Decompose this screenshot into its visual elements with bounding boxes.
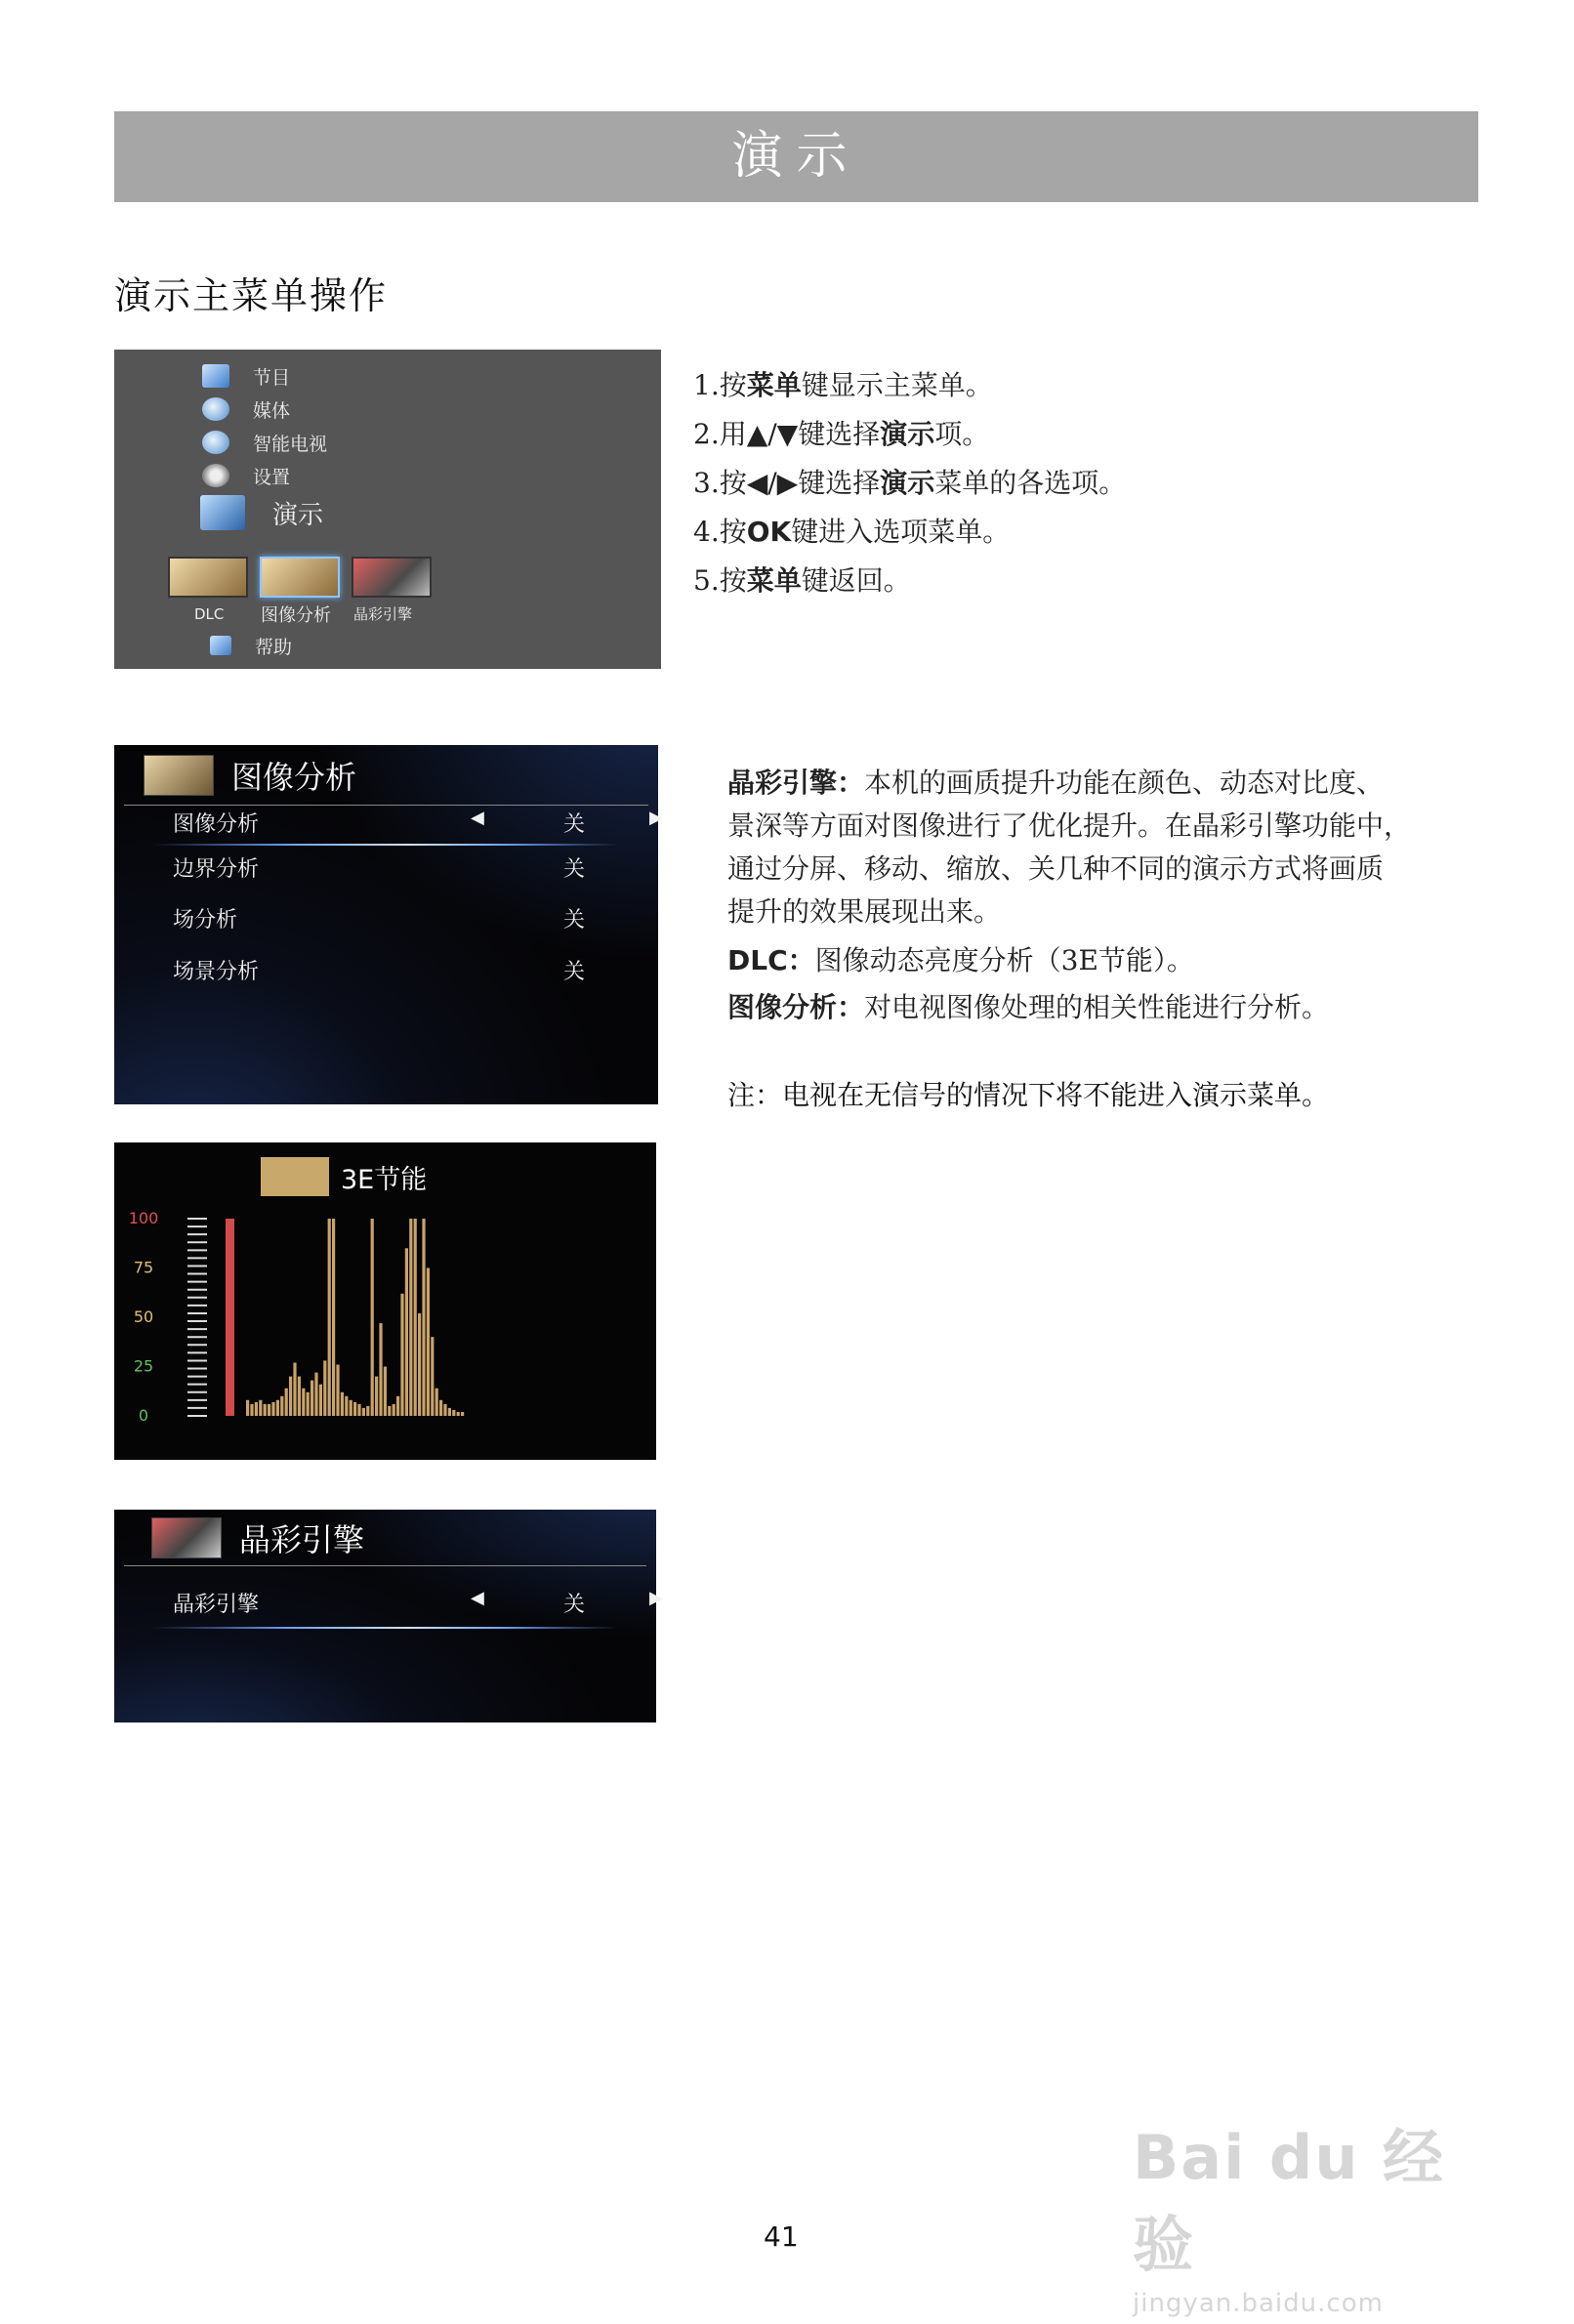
histogram-bar <box>396 1396 399 1416</box>
histogram-bar <box>311 1381 313 1416</box>
histogram-bar <box>414 1219 417 1416</box>
histogram-bar <box>457 1412 460 1416</box>
histogram-bar <box>319 1385 322 1416</box>
page-header <box>114 111 1478 202</box>
menu-item-help: 帮助 <box>210 631 292 660</box>
histogram-bar <box>452 1410 455 1416</box>
histogram-bar <box>341 1392 344 1416</box>
left-arrow-icon[interactable]: ◀ <box>471 1588 484 1608</box>
right-arrow-icon[interactable]: ▶ <box>649 1588 663 1608</box>
instruction-step: 2.用▲/▼键选择演示项。 <box>693 418 990 450</box>
histogram-bar <box>302 1389 305 1416</box>
histogram-bar <box>362 1408 365 1416</box>
histogram-bar <box>293 1363 296 1417</box>
histogram-bar <box>400 1294 403 1416</box>
media-icon <box>202 397 229 421</box>
histogram-bar <box>345 1396 348 1416</box>
note: 注：电视在无信号的情况下将不能进入演示菜单。 <box>727 1079 1330 1111</box>
histogram-bar <box>289 1377 292 1416</box>
panel-title: 图像分析 <box>144 753 356 798</box>
selection-highlight <box>153 1627 617 1629</box>
histogram-bar <box>255 1402 258 1416</box>
histogram-bar <box>350 1400 352 1416</box>
histogram-bar <box>448 1408 451 1416</box>
panel-title: 晶彩引擎 <box>151 1515 364 1560</box>
chart-title-icon <box>261 1157 329 1196</box>
histogram-bar <box>366 1406 369 1416</box>
histogram-bar <box>298 1377 301 1416</box>
engine-description: 晶彩引擎：本机的画质提升功能在颜色、动态对比度、 景深等方面对图像进行了优化提升。在晶彩引擎功能中， 通过分屏、移动、缩放、关几种不同的演示方式将画质 提升的效果展现出来。 <box>727 767 1412 928</box>
engine-panel <box>114 1510 663 1722</box>
level-bar <box>226 1219 234 1416</box>
y-tick-label: 100 <box>128 1209 159 1227</box>
histogram-bar <box>328 1219 331 1416</box>
histogram-bar <box>439 1400 442 1416</box>
histogram-bar <box>431 1337 434 1416</box>
instruction-step: 5.按菜单键返回。 <box>693 564 911 597</box>
histogram-bar <box>280 1396 283 1416</box>
histogram-bar <box>314 1373 317 1416</box>
dlc-chart-panel <box>114 1142 656 1460</box>
help-icon <box>210 636 231 655</box>
left-arrow-icon[interactable]: ◀ <box>471 808 484 828</box>
histogram-bar <box>264 1404 267 1416</box>
main-menu-screenshot: 节目 媒体 智能电视 设置 演示 DLC 图像分析 晶彩引擎 帮助 <box>114 350 661 669</box>
y-tick-label: 50 <box>133 1307 154 1326</box>
histogram-bar <box>461 1412 464 1416</box>
selection-highlight <box>153 844 619 846</box>
histogram-bar <box>375 1377 378 1416</box>
menu-item-media: 媒体 <box>202 394 290 424</box>
y-tick-label: 25 <box>133 1356 154 1376</box>
image-analysis-icon <box>144 755 214 796</box>
histogram-bar <box>250 1404 253 1416</box>
histogram-bar <box>384 1367 387 1417</box>
chart-title: 3E节能 <box>341 1165 428 1195</box>
image-analysis-description: 图像分析：对电视图像处理的相关性能进行分析。 <box>727 991 1330 1023</box>
histogram-bar <box>418 1313 421 1416</box>
image-analysis-panel <box>114 745 663 1104</box>
demo-submenu-icons <box>168 557 432 598</box>
dlc-histogram <box>114 1142 656 1460</box>
y-tick-label: 0 <box>138 1406 149 1425</box>
histogram-bar <box>393 1404 395 1416</box>
menu-item-smart-tv: 智能电视 <box>202 428 327 457</box>
histogram-bar <box>268 1404 270 1416</box>
histogram-bar <box>435 1389 438 1416</box>
page-title: 演示 <box>731 127 861 186</box>
instruction-step: 1.按菜单键显示主菜单。 <box>693 369 993 401</box>
settings-icon <box>202 464 229 487</box>
histogram-bar <box>259 1400 262 1416</box>
histogram-bar <box>285 1389 288 1416</box>
smart-tv-icon <box>202 431 229 454</box>
option-row-field-analysis[interactable]: 场分析 关 <box>173 908 586 933</box>
menu-item-programs: 节目 <box>202 361 290 391</box>
image-analysis-icon <box>260 557 340 598</box>
histogram-bar <box>336 1365 339 1417</box>
instruction-step: 3.按◀/▶键选择演示菜单的各选项。 <box>693 467 1127 499</box>
menu-item-demo: 演示 <box>200 498 323 527</box>
histogram-bar <box>357 1404 360 1416</box>
page-number: 41 <box>764 2220 799 2253</box>
option-row-scene-analysis[interactable]: 场景分析 关 <box>173 960 586 984</box>
option-row-image-analysis[interactable]: 图像分析 ◀ 关 ▶ <box>173 808 663 837</box>
option-row-engine[interactable]: 晶彩引擎 ◀ 关 ▶ <box>173 1588 663 1617</box>
instruction-list <box>693 361 1126 605</box>
divider <box>124 1565 646 1566</box>
menu-item-settings: 设置 <box>202 461 290 490</box>
dlc-description: DLC：图像动态亮度分析（3E节能）。 <box>727 944 1194 976</box>
dlc-icon <box>168 557 248 598</box>
histogram-bar <box>323 1360 326 1416</box>
option-row-edge-analysis[interactable]: 边界分析 关 <box>173 857 586 882</box>
histogram-bar <box>271 1402 274 1416</box>
section-title: 演示主菜单操作 <box>114 274 389 317</box>
histogram-bar <box>371 1219 374 1416</box>
right-arrow-icon[interactable]: ▶ <box>649 808 663 828</box>
histogram-bar <box>409 1219 412 1416</box>
histogram-bar <box>427 1268 430 1417</box>
histogram-bar <box>443 1404 446 1416</box>
histogram-bar <box>307 1392 310 1416</box>
engine-icon <box>352 557 432 598</box>
instruction-step: 4.按OK键进入选项菜单。 <box>693 516 1011 548</box>
engine-icon <box>151 1517 222 1558</box>
y-tick-label: 75 <box>133 1258 154 1277</box>
program-icon <box>202 364 229 388</box>
divider <box>124 805 648 806</box>
histogram-bar <box>405 1248 408 1416</box>
histogram-bar <box>353 1402 356 1416</box>
histogram-bar <box>388 1406 391 1416</box>
baidu-watermark: Bai du 经验 jingyan.baidu.com <box>1133 2122 1446 2318</box>
histogram-bar <box>379 1323 382 1416</box>
demo-icon <box>200 495 245 530</box>
histogram-bar <box>276 1400 279 1416</box>
histogram-bar <box>332 1219 335 1416</box>
histogram-bar <box>422 1219 425 1416</box>
histogram-bar <box>246 1400 249 1416</box>
